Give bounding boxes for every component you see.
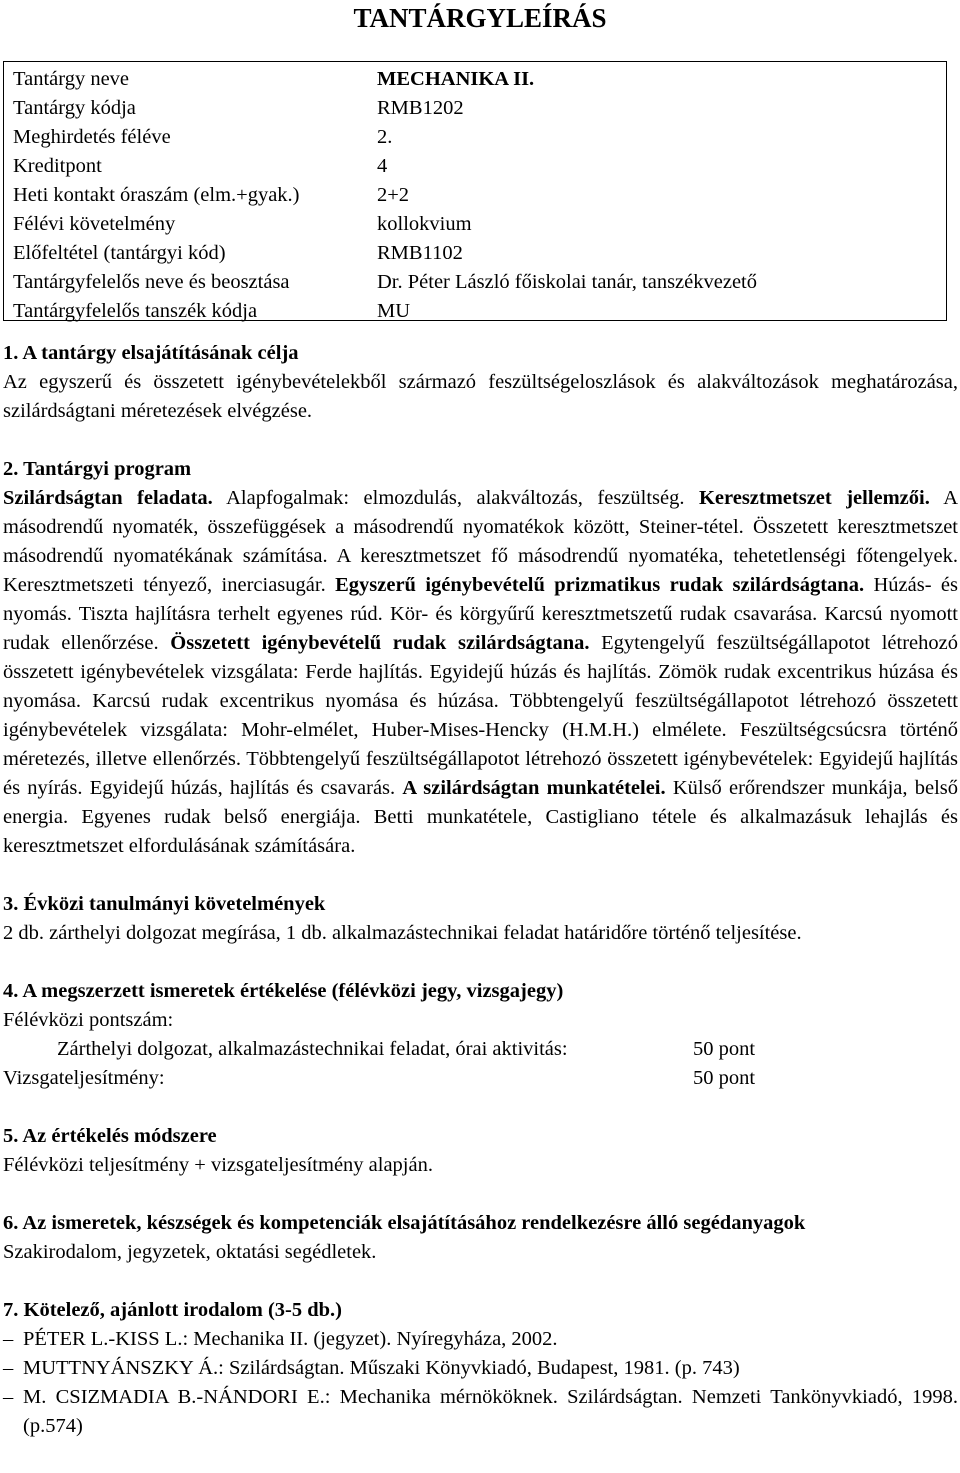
- info-label: Tantárgy kódja: [13, 97, 136, 119]
- program-detail: Külső erőrendszer munkája, belső energia. Egyenes rudak belső energiája. Betti munkatétele, Castigliano tétele és alkalmazásuk lehajlás és keresztmetszet elfordulásának számítására.: [3, 777, 958, 857]
- info-value: 2.: [377, 126, 393, 148]
- program-topic: Keresztmetszet jellemzői.: [698, 487, 930, 509]
- reference-item: [3, 1354, 958, 1383]
- info-row: [4, 297, 946, 326]
- info-row: [4, 94, 946, 123]
- section-requirements: [3, 890, 958, 948]
- info-label: Előfeltétel (tantárgyi kód): [13, 242, 226, 264]
- info-row: [4, 152, 946, 181]
- score-value: 50 pont: [693, 1067, 756, 1089]
- info-value: RMB1102: [377, 242, 463, 264]
- info-value: RMB1202: [377, 97, 464, 119]
- score-label: Zárthelyi dolgozat, alkalmazástechnikai feladat, órai aktivitás:: [57, 1038, 568, 1060]
- reference-text: M. CSIZMADIA B.-NÁNDORI E.: Mechanika mérnököknek. Szilárdságtan. Nemzeti Tankönyvkiadó, 1998. (p.574): [23, 1386, 958, 1437]
- section-heading: 1. A tantárgy elsajátításának célja: [3, 342, 299, 364]
- info-row: [4, 123, 946, 152]
- section-resources: [3, 1209, 958, 1267]
- section-heading: 7. Kötelező, ajánlott irodalom (3-5 db.): [3, 1299, 342, 1321]
- program-topic: Összetett igénybevételű rudak szilárdságtana.: [170, 632, 590, 654]
- info-label: Tantárgyfelelős neve és beosztása: [13, 271, 290, 293]
- section-text: Az egyszerű és összetett igénybevételekből származó feszültségeloszlások és alakváltozások meghatározása, szilárdságtani méretezések elvégzése.: [3, 371, 958, 422]
- info-row: [4, 239, 946, 268]
- info-row: [4, 268, 946, 297]
- reference-item: [3, 1383, 958, 1441]
- section-text: 2 db. zárthelyi dolgozat megírása, 1 db. alkalmazástechnikai feladat határidőre történő teljesítése.: [3, 922, 802, 944]
- dash-bullet: –: [3, 1386, 14, 1408]
- score-label: Vizsgateljesítmény:: [3, 1067, 165, 1089]
- program-text: [3, 484, 958, 861]
- section-text: Félévközi teljesítmény + vizsgateljesítmény alapján.: [3, 1154, 433, 1176]
- score-row: [3, 1064, 958, 1093]
- info-label: Félévi követelmény: [13, 213, 176, 235]
- info-value: 4: [377, 155, 388, 177]
- document-title: TANTÁRGYLEÍRÁS: [353, 3, 607, 33]
- section-program: [3, 455, 958, 861]
- section-heading: 5. Az értékelés módszere: [3, 1125, 217, 1147]
- program-topic: Szilárdságtan feladata.: [3, 487, 213, 509]
- score-row: [3, 1035, 958, 1064]
- program-detail: Egytengelyű feszültségállapotot létrehozó összetett igénybevételek vizsgálata: Ferde hajlítás. Egyidejű húzás és hajlítás. Zömök rudak excentrikus húzása és nyomása. Karcsú rudak excentrikus nyomása és húzása. Többtengelyű feszültségállapotot létrehozó összetett igénybevételek vizsgálata: Mohr-elmélet, Huber-Mises-Hencky (H.M.H.) elmélete. Feszültségcsúcsra történő méretezés, illetve ellenőrzés. Többtengelyű feszültségállapotot létrehozó összetett igénybevételek: Egyidejű hajlítás és nyírás. Egyidejű húzás, hajlítás és csavarás.: [3, 632, 958, 799]
- info-label: Heti kontakt óraszám (elm.+gyak.): [13, 184, 300, 206]
- program-detail: Húzás- és nyomás. Tiszta hajlításra terhelt egyenes rúd. Kör- és körgyűrű keresztmetszetű rudak csavarása. Karcsú nyomott rudak ellenőrzése.: [3, 574, 958, 654]
- section-heading: 6. Az ismeretek, készségek és kompetenciák elsajátításához rendelkezésre álló segédanyagok: [3, 1212, 806, 1234]
- section-goal: [3, 339, 958, 426]
- program-detail: Alapfogalmak: elmozdulás, alakváltozás, feszültség.: [212, 487, 699, 509]
- info-label: Meghirdetés féléve: [13, 126, 171, 148]
- section-heading: 3. Évközi tanulmányi követelmények: [3, 893, 326, 915]
- reference-item: [3, 1325, 958, 1354]
- info-value: 2+2: [377, 184, 410, 206]
- info-value: kollokvium: [377, 213, 472, 235]
- info-value: Dr. Péter László főiskolai tanár, tanszékvezető: [377, 271, 757, 293]
- course-info-table: [3, 61, 947, 321]
- score-value: 50 pont: [693, 1038, 756, 1060]
- dash-bullet: –: [3, 1357, 14, 1379]
- info-row: [4, 210, 946, 239]
- info-value: MECHANIKA II.: [377, 68, 535, 90]
- dash-bullet: –: [3, 1328, 14, 1350]
- reference-text: MUTTNYÁNSZKY Á.: Szilárdságtan. Műszaki Könyvkiadó, Budapest, 1981. (p. 743): [23, 1357, 740, 1379]
- reference-text: PÉTER L.-KISS L.: Mechanika II. (jegyzet). Nyíregyháza, 2002.: [23, 1328, 558, 1350]
- info-row: [4, 181, 946, 210]
- info-value: MU: [377, 300, 411, 322]
- info-row: [4, 65, 946, 94]
- section-assessment: [3, 977, 958, 1093]
- score-intro: Félévközi pontszám:: [3, 1009, 174, 1031]
- document-body: [3, 339, 958, 1441]
- section-method: [3, 1122, 958, 1180]
- program-topic: Egyszerű igénybevételű prizmatikus rudak szilárdságtana.: [335, 574, 865, 596]
- info-label: Tantárgyfelelős tanszék kódja: [13, 300, 258, 322]
- info-label: Kreditpont: [13, 155, 102, 177]
- section-text: Szakirodalom, jegyzetek, oktatási segédletek.: [3, 1241, 377, 1263]
- program-topic: A szilárdságtan munkatételei.: [402, 777, 666, 799]
- section-heading: 2. Tantárgyi program: [3, 458, 192, 480]
- info-label: Tantárgy neve: [13, 68, 130, 90]
- program-detail: A másodrendű nyomaték, összefüggések a másodrendű nyomatékok között, Steiner-tétel. Összetett keresztmetszet másodrendű nyomatékának számítása. A keresztmetszet fő másodrendű nyomatéka, tehetetlenségi főtengelyek. Keresztmetszeti tényező, inerciasugár.: [3, 487, 958, 596]
- section-literature: [3, 1296, 958, 1441]
- section-heading: 4. A megszerzett ismeretek értékelése (félévközi jegy, vizsgajegy): [3, 980, 564, 1002]
